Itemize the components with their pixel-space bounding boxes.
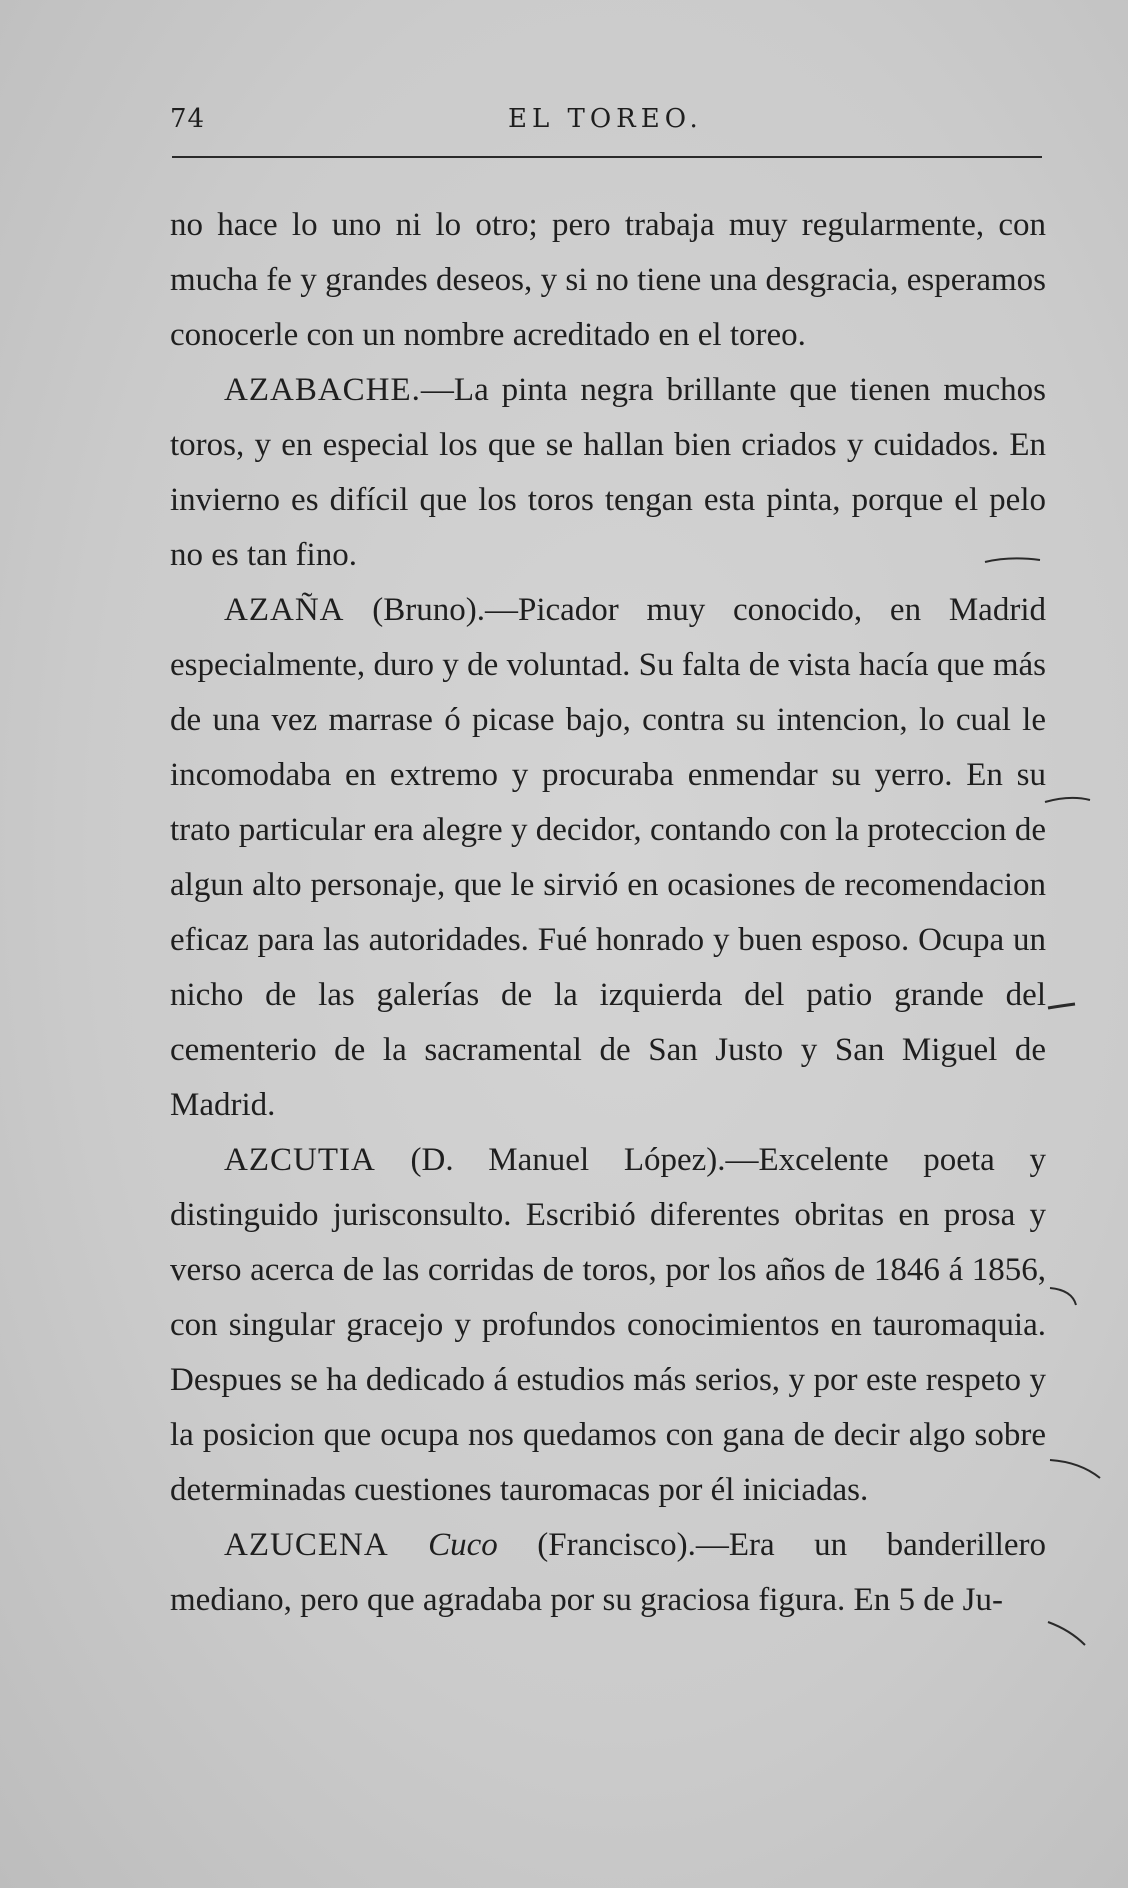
entry-heading: AZABACHE.	[224, 372, 421, 408]
entry-azucena	[170, 1518, 1046, 1628]
page-body	[170, 198, 1046, 1628]
paragraph-text: no hace lo uno ni lo otro; pero trabaja muy regularmente, con mucha fe y grandes deseos, y si no tiene una desgracia, esperamos conocerle con un nombre acreditado en el toreo.	[170, 207, 1046, 353]
entry-azabache	[170, 363, 1046, 583]
entry-heading: AZCUTIA	[224, 1142, 376, 1178]
page-header	[168, 104, 1044, 138]
entry-nickname: Cuco	[428, 1527, 498, 1563]
entry-azcutia	[170, 1133, 1046, 1518]
entry-text: —La pinta negra brillante que tienen muchos toros, y en especial los que se hallan bien criados y cuidados. En invierno es difícil que los toros tengan esta pinta, porque el pelo no es tan fino.	[170, 372, 1046, 573]
entry-text: (Francisco).—Era un banderillero mediano, pero que agradaba por su graciosa figura. En 5 de Ju-	[170, 1527, 1046, 1618]
page-number: 74	[170, 104, 206, 134]
header-rule	[172, 156, 1042, 158]
entry-text: (D. Manuel López).—Excelente poeta y distinguido jurisconsulto. Escribió diferentes obritas en prosa y verso acerca de las corridas de toros, por los años de 1846 á 1856, con singular gracejo y profundos conocimientos en tauromaquia. Despues se ha dedicado á estudios más serios, y por este respeto y la posicion que ocupa nos quedamos con gana de decir algo sobre determinadas cuestiones tauromacas por él iniciadas.	[170, 1142, 1046, 1508]
running-title: EL TOREO.	[508, 104, 703, 134]
entry-azana	[170, 583, 1046, 1133]
paragraph-continuation	[170, 198, 1046, 363]
entry-heading: AZAÑA	[224, 592, 345, 628]
entry-text: (Bruno).—Picador muy conocido, en Madrid especialmente, duro y de voluntad. Su falta de vista hacía que más de una vez marrase ó picase bajo, contra su intencion, lo cual le incomodaba en extremo y procuraba enmendar su yerro. En su trato particular era alegre y decidor, contando con la proteccion de algun alto personaje, que le sirvió en ocasiones de recomendacion eficaz para las autoridades. Fué honrado y buen esposo. Ocupa un nicho de las galerías de la izquierda del patio grande del cementerio de la sacramental de San Justo y San Miguel de Madrid.	[170, 592, 1046, 1123]
entry-heading: AZUCENA	[224, 1527, 389, 1563]
